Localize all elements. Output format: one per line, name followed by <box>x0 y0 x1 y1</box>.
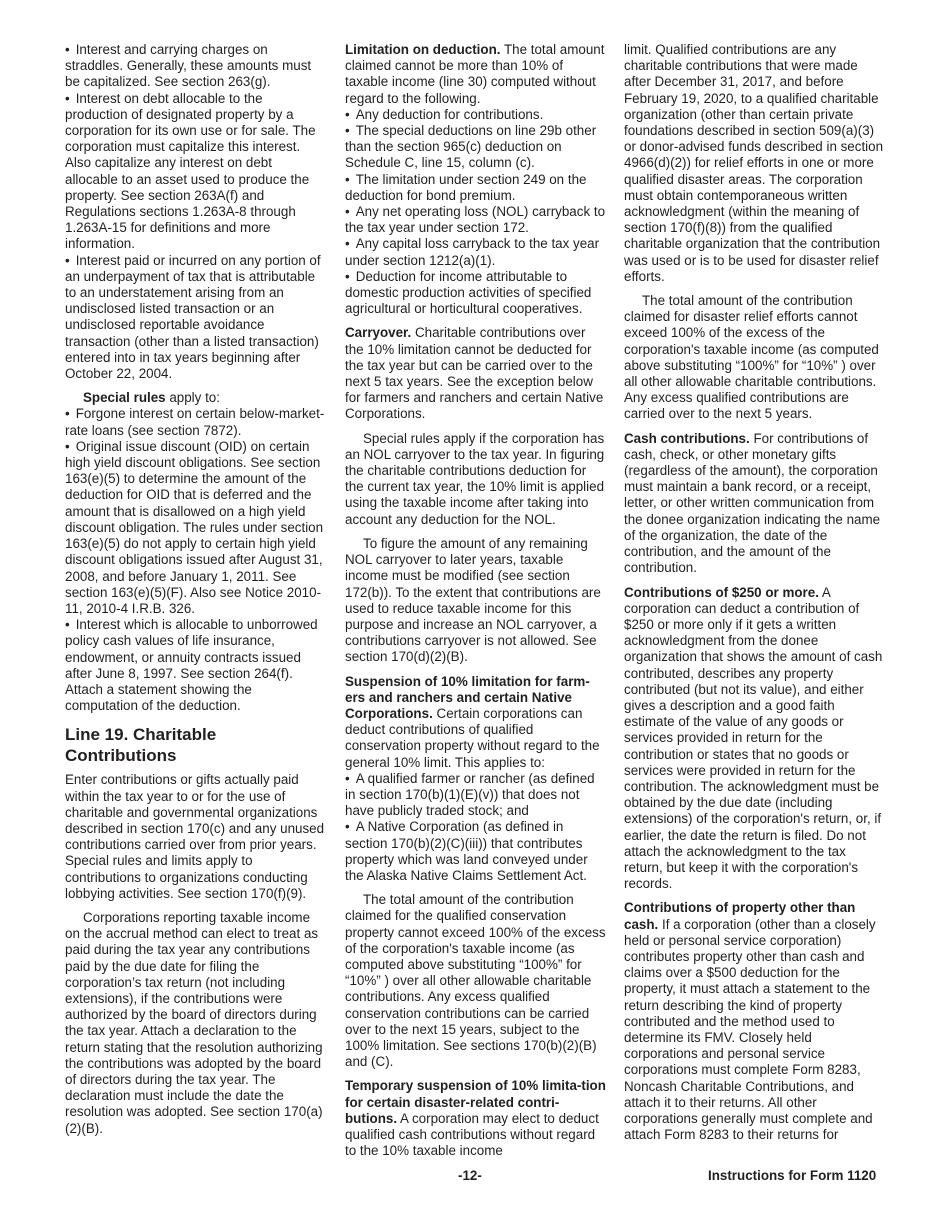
paragraph-disaster-total: The total amount of the contribution claimed for disaster relief efforts cannot exceed 100% of the excess of the corporation's taxable income (as computed above substituting “100%” for “10%” ) over all other allowable charitable contributions. Any excess qualified contributions are carried over to the next 5 years. <box>624 293 879 422</box>
paragraph-carryover: Carryover. Charitable contributions over the 10% limitation cannot be deducted for the tax year but can be carried over to the next 5 tax years. See the exception below for farmers and ranchers and certain Native Corporations. <box>345 325 604 422</box>
bullet-farmer-rancher: • A qualified farmer or rancher (as defined in section 170(b)(1)(E)(v)) that does not have publicly traded stock; and <box>345 771 607 820</box>
bullet-limitation-6: • Deduction for income attributable to domestic production activities of specified agricultural or horticultural cooperatives. <box>345 269 607 318</box>
bullet-limitation-5: • Any capital loss carryback to the tax year under section 1212(a)(1). <box>345 236 607 268</box>
bullet-straddles: • Interest and carrying charges on straddles. Generally, these amounts must be capitalized. See section 263(g). <box>65 42 327 91</box>
section-heading-line-19: Line 19. Charitable Contributions <box>65 725 217 766</box>
paragraph-conservation-total: The total amount of the contribution claimed for the qualified conservation property cannot exceed 100% of the excess of the corporation's taxable income (as computed above substituting “100%” for “10%” ) over all other allowable charitable contributions. Any excess qualified conservation contributions can be carried over to the next 15 years, subject to the 100% limitation. See sections 170(b)(2)(B) and (C). <box>345 892 606 1070</box>
paragraph-suspension: Suspension of 10% limitation for farm-ers and ranchers and certain Native Corporations. Certain corporations can deduct contributions of qualified conservation property without regard to the general 10% limit. This applies to: <box>345 673 600 770</box>
bullet-underpayment: • Interest paid or incurred on any portion of an underpayment of tax that is attributable to an understatement arising from an undisclosed listed transaction or an undisclosed reportable avoidance transaction (other than a listed transaction) entered into in tax years beginning after October 22, 2004. <box>65 253 327 383</box>
bullet-limitation-2: • The special deductions on line 29b other than the section 965(c) deduction on Schedule C, line 15, column (c). <box>345 123 607 172</box>
form-name: Instructions for Form 1120 <box>708 1168 877 1183</box>
bullet-forgone-interest: • Forgone interest on certain below-market-rate loans (see section 7872). <box>65 406 327 438</box>
paragraph-enter-contributions: Enter contributions or gifts actually paid within the tax year to or for the use of charitable and governmental organizations described in section 170(c) and any unused contributions carried over from prior years. Special rules and limits apply to contributions to organizations conducting lobbying activities. See section 170(f)(9). <box>65 772 325 901</box>
page-number: -12- <box>458 1168 482 1183</box>
paragraph-cash-contributions: Cash contributions. For contributions of cash, check, or other monetary gifts (regardless of the amount), the corporation must maintain a bank record, or a receipt, letter, or other written communication from the donee organization indicating the name of the organization, the date of the contribution, and the amount of the contribution. <box>624 430 881 576</box>
paragraph-property-contributions: Contributions of property other than cash. If a corporation (other than a closely held or personal service corporation) contributes property other than cash and claims over a $500 deduction for the property, it must attach a statement to the return describing the kind of property contributed and the method used to determine its FMV. Closely held corporations and personal service corporations must complete Form 8283, Noncash Charitable Contributions, and attach it to their returns. All other corporations generally must complete and attach Form 8283 to their returns for <box>624 900 876 1143</box>
paragraph-temporary-suspension: Temporary suspension of 10% limita-tion for certain disaster-related contri-butions. A corporation may elect to deduct qualified cash contributions without regard to the 10% taxable income <box>345 1078 606 1159</box>
bullet-limitation-3: • The limitation under section 249 on the deduction for bond premium. <box>345 172 607 204</box>
paragraph-carryover-nol: Special rules apply if the corporation has an NOL carryover to the tax year. In figuring the charitable contributions deduction for the current tax year, the 10% limit is applied using the taxable income after taking into account any deduction for the NOL. <box>345 430 605 527</box>
special-rules-intro: Special rules apply to: <box>83 390 220 406</box>
paragraph-carryover-remaining: To figure the amount of any remaining NOL carryover to later years, taxable income must be modified (see section 172(b)). To the extent that contributions are used to reduce taxable income for this purpose and increase an NOL carryover, a contributions carryover is not allowed. See section 170(d)(2)(B). <box>345 535 601 665</box>
bullet-oid: • Original issue discount (OID) on certain high yield discount obligations. See section 163(e)(5) to determine the amount of the deduction for OID that is deferred and the amount that is disallowed on a high yield discount obligation. The rules under section 163(e)(5) do not apply to certain high yield discount obligations issued after August 31, 2008, and before January 1, 2011. See section 163(e)(5)(F). Also see Notice 2010-11, 2010-4 I.R.B. 326. <box>65 439 327 617</box>
paragraph-accrual-method: Corporations reporting taxable income on the accrual method can elect to treat as paid during the tax year any contributions paid by the due date for filing the corporation’s tax return (not including extensions), if the contributions were authorized by the board of directors during the tax year. Attach a declaration to the return stating that the resolution authorizing the contributions was adopted by the board of directors during the tax year. The declaration must include the date the resolution was adopted. See section 170(a)(2)(B). <box>65 909 323 1136</box>
column-left <box>65 42 327 1137</box>
bullet-limitation-1: • Any deduction for contributions. <box>345 107 607 123</box>
bullet-designated-property: • Interest on debt allocable to the production of designated property by a corporation for its own use or for sale. The corporation must capitalize this interest. Also capitalize any interest on debt allocable to an asset used to produce the property. See section 263A(f) and Regulations sections 1.263A-8 through 1.263A-15 for definitions and more information. <box>65 91 327 253</box>
bullet-policy-cash-values: • Interest which is allocable to unborrowed policy cash values of life insurance, endowment, or annuity contracts issued after June 8, 1997. See section 264(f). Attach a statement showing the computation of the deduction. <box>65 617 327 714</box>
paragraph-contributions-250: Contributions of $250 or more. A corporation can deduct a contribution of $250 or more only if it gets a written acknowledgment from the donee organization that shows the amount of cash contributed, describes any property contributed (but not its value), and either gives a description and a good faith estimate of the value of any goods or services provided in return for the contribution or states that no goods or services were provided in return for the contribution. The acknowledgment must be obtained by the due date (including extensions) of the corporation's return, or, if earlier, the date the return is filed. Do not attach the acknowledgment to the tax return, but keep it with the corporation's records. <box>624 584 883 892</box>
paragraph-qualified-contributions: limit. Qualified contributions are any charitable contributions that were made after December 31, 2017, and before February 19, 2020, to a qualified charitable organization (other than certain private foundations described in section 509(a)(3) or donor-advised funds described in section 4966(d)(2)) for relief efforts in one or more qualified disaster areas. The corporation must obtain contemporaneous written acknowledgment (within the meaning of section 170(f)(8)) from the qualified charitable organization that the contribution was used or is to be used for disaster relief efforts. <box>624 42 884 284</box>
column-right <box>624 42 886 1143</box>
bullet-limitation-4: • Any net operating loss (NOL) carryback to the tax year under section 172. <box>345 204 607 236</box>
paragraph-limitation: Limitation on deduction. The total amount claimed cannot be more than 10% of taxable income (line 30) computed without regard to the following. <box>345 42 605 106</box>
bullet-native-corporation: • A Native Corporation (as defined in section 170(b)(2)(C)(iii)) that contributes property which was land conveyed under the Alaska Native Claims Settlement Act. <box>345 819 607 884</box>
column-middle <box>345 42 607 1159</box>
